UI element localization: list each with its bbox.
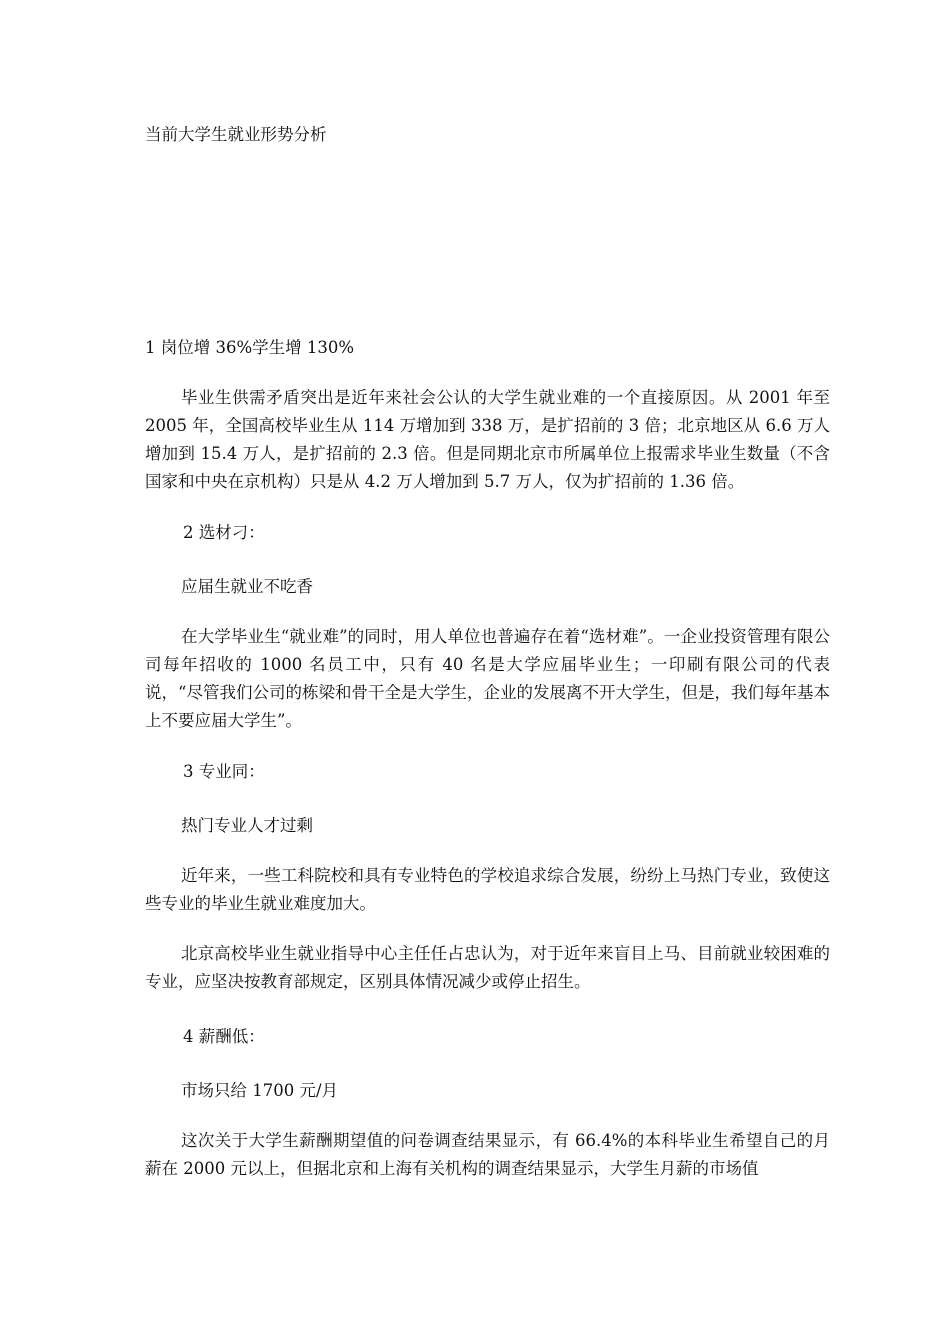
section3-heading: 3 专业同： — [183, 762, 265, 781]
section4-paragraph: 这次关于大学生薪酬期望值的问卷调查结果显示，有 66.4%的本科毕业生希望自己的月薪在 2000 元以上，但据北京和上海有关机构的调查结果显示，大学生月薪的市场值 — [145, 1131, 830, 1178]
section1-paragraph: 毕业生供需矛盾突出是近年来社会公认的大学生就业难的一个直接原因。从 2001 年至 2005 年，全国高校毕业生从 114 万增加到 338 万，是扩招前的 3 倍；北京地区从 6.6 万人增加到 15.4 万人，是扩招前的 2.3 倍。但是同期北京市所属单位上报需求毕业生数量（不含国家和中央在京机构）只是从 4.2 万人增加到 5.7 万人，仅为扩招前的 1.36 倍。 — [145, 388, 830, 491]
section3-paragraph-1: 近年来，一些工科院校和具有专业特色的学校追求综合发展，纷纷上马热门专业，致使这些专业的毕业生就业难度加大。 — [145, 866, 830, 913]
section3-subheading: 热门专业人才过剩 — [181, 816, 313, 835]
section1-heading: 1 岗位增 36%学生增 130% — [145, 338, 355, 357]
section2-subheading: 应届生就业不吃香 — [181, 577, 313, 596]
section3-paragraph-2: 北京高校毕业生就业指导中心主任任占忠认为，对于近年来盲目上马、目前就业较困难的专业，应坚决按教育部规定，区别具体情况减少或停止招生。 — [145, 944, 830, 991]
section4-heading: 4 薪酬低： — [183, 1027, 265, 1046]
section2-heading: 2 选材刁： — [183, 523, 265, 542]
section2-paragraph: 在大学毕业生“就业难”的同时，用人单位也普遍存在着“选材难”。一企业投资管理有限公司每年招收的 1000 名员工中，只有 40 名是大学应届毕业生；一印刷有限公司的代表说，“尽管我们公司的栋梁和骨干全是大学生，企业的发展离不开大学生，但是，我们每年基本上不要应届大学生”。 — [145, 627, 830, 730]
document-title: 当前大学生就业形势分析 — [145, 125, 327, 144]
section4-subheading: 市场只给 1700 元/月 — [181, 1081, 339, 1100]
